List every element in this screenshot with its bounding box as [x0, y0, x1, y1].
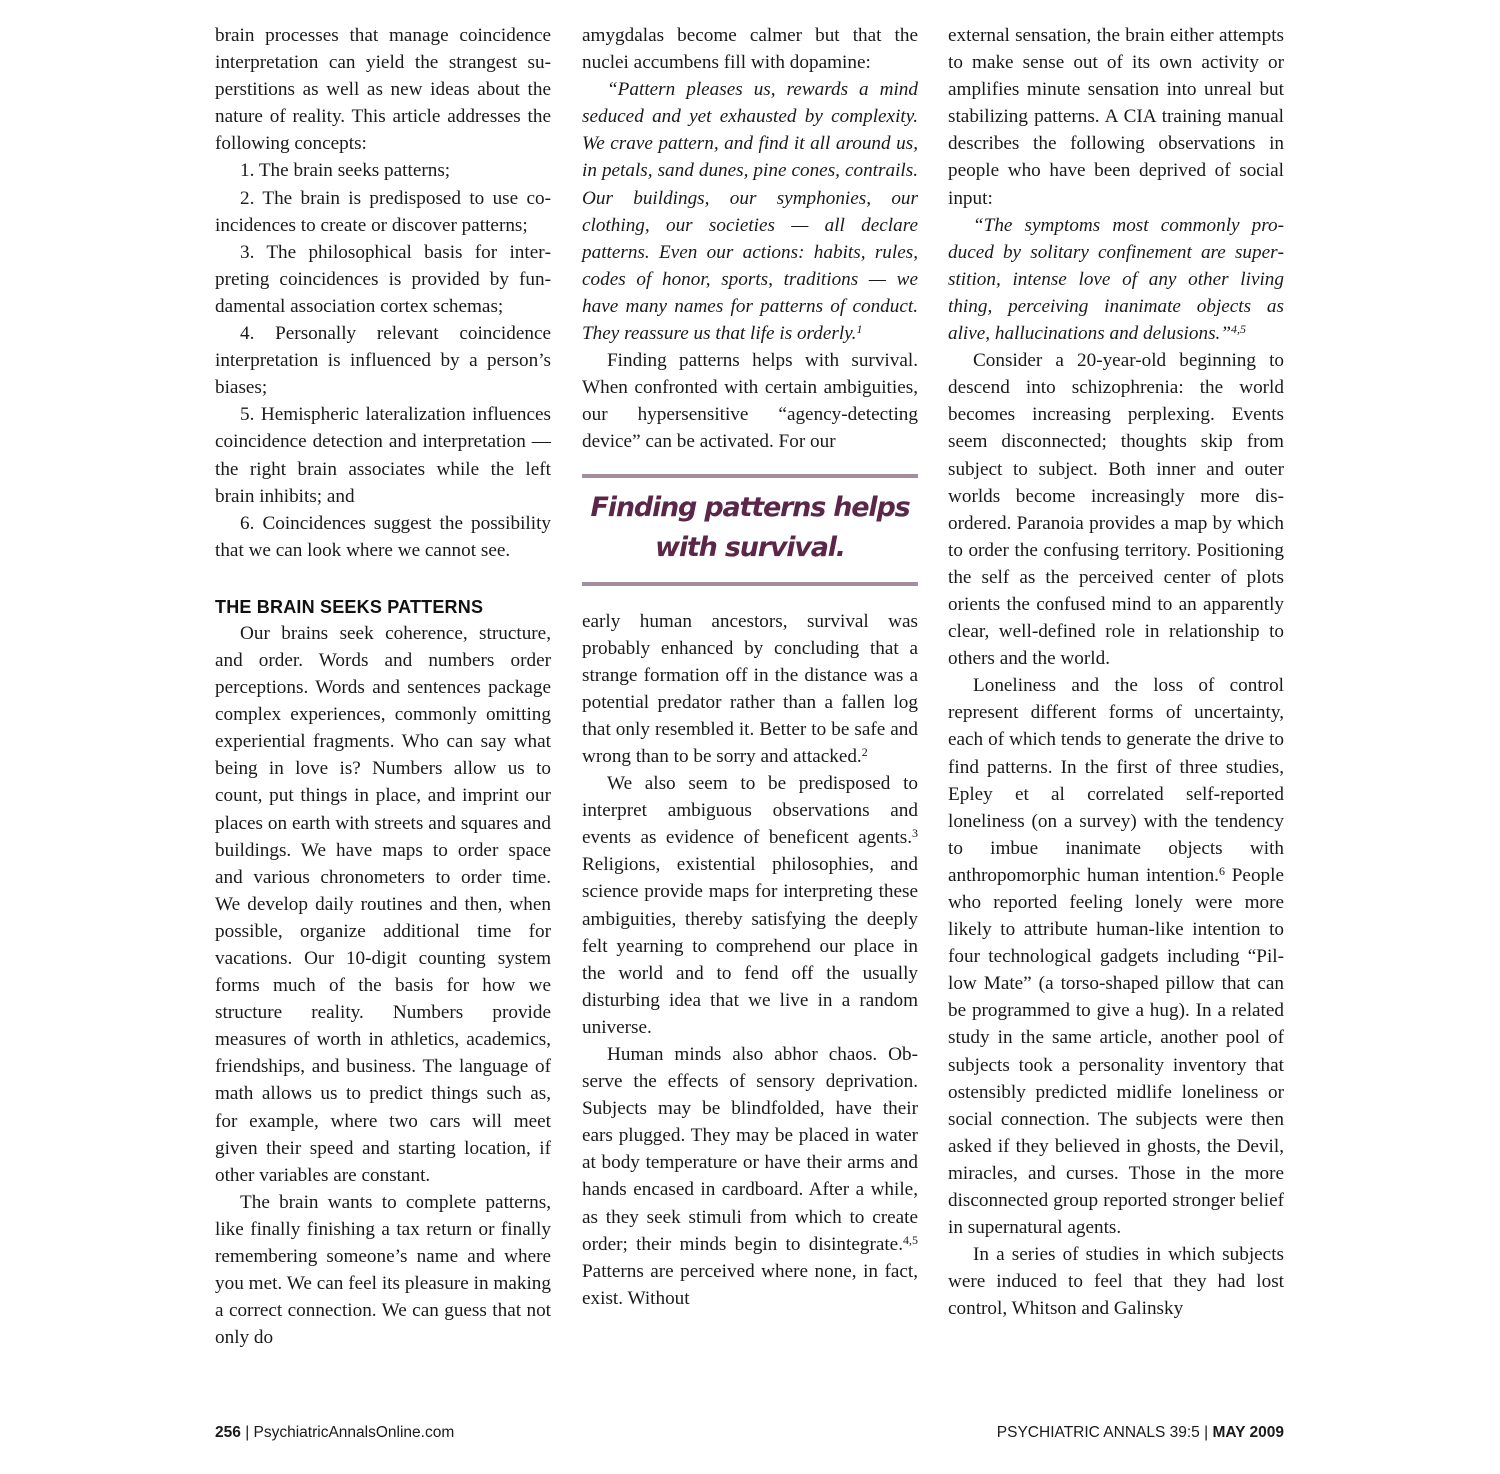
quote-text: “The symptoms most commonly produced by solitary confinement are superstition, intense love of any other living thing, perceiving inanimate objects as alive, hallucinations and delusions.” — [948, 214, 1284, 345]
block-quote — [948, 212, 1284, 347]
concept-list-item-6: 6. Coincidences suggest the possibility that we can look where we cannot see. — [215, 512, 551, 561]
reference-superscript: 1 — [856, 322, 863, 337]
paragraph-text: We also seem to be predisposed to interpret ambiguous observations and events as evidence of beneficent agents. — [582, 773, 918, 849]
pull-quote-line-1: Finding patterns helps — [590, 491, 910, 523]
concept-list-item-3: 3. The philosophical basis for interpreting coincidences is provided by fundamental association cortex schemas; — [215, 241, 551, 317]
concept-list-item-1: 1. The brain seeks patterns; — [240, 160, 451, 182]
concept-list-item-5: 5. Hemispheric lateralization influences coincidence detection and interpretation — the right brain associates while the left brain inhibits; and — [215, 404, 551, 507]
concept-list-item-4: 4. Personally relevant coincidence interpretation is influenced by a person’s biases; — [215, 323, 551, 399]
body-paragraph: amygdalas become calmer but that the nuclei accumbens fill with dopamine: — [582, 25, 918, 74]
paragraph-text: Loneliness and the loss of control represent different forms of uncertainty, each of which tends to generate the drive to find patterns. In the first of three studies, Epley et al correlated self-reported loneliness (on a survey) with the tendency to imbue inanimate objects with anthropomorphic human intention. — [948, 675, 1284, 886]
concept-list-item-2: 2. The brain is predisposed to use coincidences to create or discover patterns; — [215, 187, 551, 236]
reference-superscript: 6 — [1218, 863, 1225, 878]
section-heading: THE BRAIN SEEKS PATTERNS — [215, 596, 484, 617]
block-quote — [582, 76, 918, 347]
quote-text: “Pattern pleases us, rewards a mind seduced and yet exhausted by complexity. We crave pattern, and find it all around us, in petals, sand dunes, pine cones, contrails. Our buildings, our symphonies, our clothing, our societies — all declare patterns. Even our actions: habits, rules, codes of honor, sports, traditions — we have many names for patterns of conduct. They reassure us that life is orderly. — [582, 79, 918, 345]
footer-separator: | — [245, 1424, 250, 1441]
pull-quote — [582, 474, 918, 586]
paragraph-text: People who reported feeling lonely were more likely to attribute human-like intention to four technological gadgets including “Pillow Mate” (a torso-shaped pillow that can be programmed to give a hug). In a related study in the same article, another pool of subjects took a personality inventory that ostensibly predicted midlife loneliness or social connection. The subjects were then asked if they believed in ghosts, the Devil, miracles, and curses. Those in the more disconnected group reported stronger belief in supernatural agents. — [948, 864, 1284, 1239]
body-paragraph: Consider a 20-year-old beginning to descend into schizophrenia: the world becomes increasing perplexing. Events seem disconnected; thoughts skip from subject to subject. Both inner and outer worlds become increasingly more disordered. Paranoia provides a map by which to order the confusing territory. Positioning the self as the perceived center of plots orients the confused mind to an apparently clear, well-defined role in relationship to others and the world. — [948, 350, 1284, 670]
footer-right — [997, 1424, 1284, 1442]
body-paragraph: In a series of studies in which subjects were induced to feel that they had lost control, Whitson and Galinsky — [948, 1244, 1284, 1320]
reference-superscript: 2 — [861, 744, 868, 759]
reference-superscript: 4,5 — [903, 1232, 918, 1247]
intro-paragraph: brain processes that manage coincidence interpretation can yield the strangest superstitions as well as new ideas about the nature of reality. This article addresses the following concepts: — [215, 25, 551, 155]
body-paragraph — [582, 770, 918, 1041]
body-paragraph: The brain wants to complete patterns, like finally finishing a tax return or finally remembering someone’s name and where you met. We can feel its pleasure in making a correct connection. We can guess that not only do — [215, 1191, 551, 1349]
footer-left — [215, 1424, 454, 1442]
body-paragraph — [948, 672, 1284, 1241]
column-2 — [582, 22, 918, 1312]
reference-superscript: 3 — [912, 826, 918, 841]
body-paragraph: Finding patterns helps with survival. When confronted with certain ambiguities, our hypersensitive “agency-detecting device” can be activated. For our — [582, 350, 918, 453]
paragraph-text: early human ancestors, survival was probably enhanced by concluding that a strange formation off in the distance was a potential predator rather than a fallen log that only resembled it. Better to be safe and wrong than to be sorry and attacked. — [582, 610, 918, 767]
body-paragraph — [582, 1041, 918, 1312]
paragraph-text: Human minds also abhor chaos. Observe the effects of sensory deprivation. Subjects may be blindfolded, have their ears plugged. They may be placed in water at body temperature or have their arms and hands encased in cardboard. After a while, as they seek stimuli from which to create order; their minds begin to disintegrate. — [582, 1044, 918, 1255]
footer-separator: | — [1204, 1424, 1209, 1441]
paragraph-text: Religions, existential philosophies, and science provide maps for interpreting these ambiguities, thereby satisfying the deeply felt yearning to comprehend our place in the world and to fend off the usually disturbing idea that we live in a random universe. — [582, 854, 918, 1038]
footer-website: PsychiatricAnnalsOnline.com — [253, 1424, 455, 1441]
footer-journal: PSYCHIATRIC ANNALS 39:5 — [996, 1424, 1200, 1441]
column-3 — [948, 22, 1284, 1323]
column-1 — [215, 22, 551, 1351]
body-paragraph — [582, 608, 918, 771]
body-paragraph: Our brains seek coherence, structure, and order. Words and numbers order perceptions. Words and sentences package complex experiences, commonly omitting experiential fragments. Who can say what being in love is? Numbers allow us to count, put things in place, and imprint our places on earth with streets and squares and buildings. We have maps to order space and various chronometers to order time. We develop daily routines and then, when possible, organize additional time for vacations. Our 10-digit counting system forms much of the basis for how we structure reality. Numbers provide measures of worth in athletics, academics, friendships, and business. The language of math allows us to predict things such as, for example, where two cars will meet given their speed and starting location, if other variables are constant. — [215, 622, 551, 1186]
page-number: 256 — [215, 1424, 241, 1441]
pull-quote-line-2: with survival. — [655, 531, 845, 563]
reference-superscript: 4,5 — [1231, 322, 1247, 337]
paragraph-text: Patterns are perceived where none, in fact, exist. Without — [582, 1260, 918, 1309]
body-paragraph: external sensation, the brain either attempts to make sense out of its own activity or amplifies minute sensation into unreal but stabilizing patterns. A CIA training manual describes the following observations in people who have been deprived of social input: — [948, 25, 1284, 209]
footer-date: MAY 2009 — [1212, 1424, 1284, 1441]
